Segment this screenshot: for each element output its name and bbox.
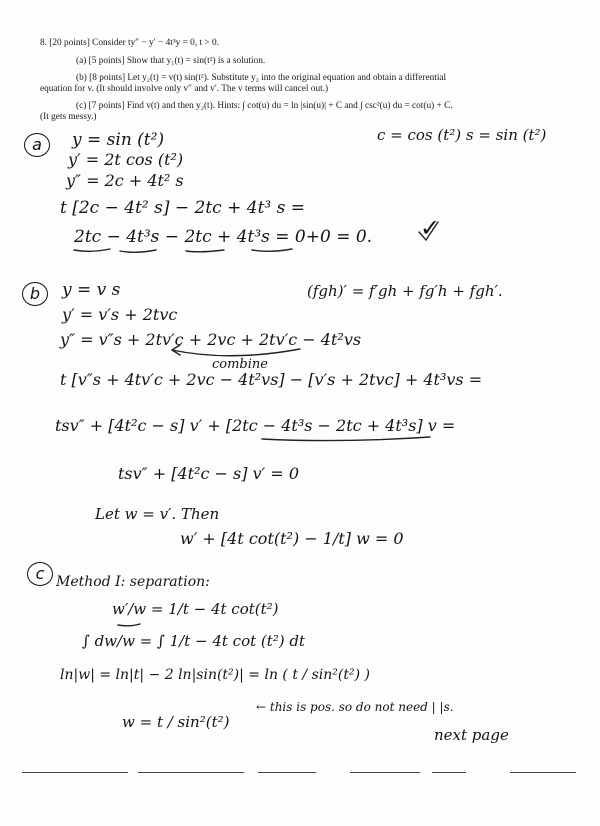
part-b-line-2: y′ = v′s + 2tvc: [62, 305, 178, 324]
part-a-line-5: 2tc − 4t³s − 2tc + 4t³s = 0+0 = 0.: [74, 227, 373, 247]
problem-part-c-line2: (It gets messy.): [40, 112, 97, 122]
part-b-line-1: y = v s: [62, 280, 121, 300]
problem-part-c-line1: (c) [7 points] Find v(t) and then y₂(t). Hints: ∫ cot(u) du = ln |sin(u)| + C and ∫ csc²(u) du = cot(u) + C.: [76, 101, 453, 111]
combine-annotation: combine: [212, 357, 268, 372]
check-mark: ✓: [420, 214, 441, 242]
part-a-label: a: [24, 133, 50, 157]
underline-4t3s-2: [252, 249, 292, 251]
footer-line-1: [22, 772, 128, 773]
part-a-side-note: c = cos (t²) s = sin (t²): [377, 126, 547, 144]
part-b-line-5: tsv″ + [4t²c − s] v′ + [2tc − 4t³s − 2tc + 4t³s] v =: [55, 416, 456, 435]
footer-line-6: [510, 772, 576, 773]
part-c-label: c: [27, 562, 53, 586]
footer-line-3: [258, 772, 316, 773]
problem-part-b-line1: (b) [8 points] Let y₂(t) = v(t) sin(t²). Substitute y₂ into the original equation and obtain a differential: [76, 73, 447, 83]
part-b-label: b: [22, 282, 48, 306]
part-b-line-3: y″ = v″s + 2tv′c + 2vc + 2tv′c − 4t²vs: [60, 330, 362, 349]
part-c-note: ← this is pos. so do not need | |s.: [256, 700, 454, 714]
abs-underline: [118, 624, 140, 626]
footer-line-2: [138, 772, 244, 773]
underline-2tc-2: [186, 250, 224, 252]
part-b-line-7: Let w = v′. Then: [95, 505, 220, 523]
part-c-line-3: ∫ dw/w = ∫ 1/t − 4t cot (t²) dt: [82, 632, 306, 650]
underline-4t3s-1: [120, 250, 156, 252]
problem-header: 8. [20 points] Consider ty″ − y′ − 4t³y = 0, t > 0.: [40, 38, 219, 48]
part-c-line-5: w = t / sin²(t²): [122, 713, 230, 731]
footer-line-4: [350, 772, 420, 773]
combine-arrow: [172, 349, 300, 356]
underline-2tc-1: [74, 249, 110, 251]
part-b-line-4: t [v″s + 4tv′c + 2vc − 4t²vs] − [v′s + 2tvc] + 4t³vs =: [60, 370, 483, 389]
problem-part-b-line2: equation for v. (It should involve only v″ and v′. The v terms will cancel out.): [40, 84, 329, 94]
part-b-line-6: tsv″ + [4t²c − s] v′ = 0: [118, 464, 300, 483]
part-c-line-2: w′/w = 1/t − 4t cot(t²): [112, 600, 279, 618]
part-a-line-2: y′ = 2t cos (t²): [68, 150, 184, 169]
combine-arrow-head: [172, 345, 180, 355]
part-a-line-3: y″ = 2c + 4t² s: [66, 171, 184, 190]
part-c-line-4: ln|w| = ln|t| − 2 ln|sin(t²)| = ln ( t / sin²(t²) ): [60, 667, 370, 683]
part-c-line-1: Method I: separation:: [56, 574, 210, 590]
problem-part-a: (a) [5 points] Show that y₁(t) = sin(t²) is a solution.: [76, 56, 266, 66]
part-a-line-4: t [2c − 4t² s] − 2tc + 4t³ s =: [60, 198, 305, 218]
underline-bracket: [262, 437, 430, 441]
check-stroke: [419, 222, 438, 240]
next-page-note: next page: [434, 726, 509, 744]
part-b-line-8: w′ + [4t cot(t²) − 1/t] w = 0: [180, 529, 404, 548]
product-rule-note: (fgh)′ = f′gh + fg′h + fgh′.: [307, 282, 503, 300]
footer-line-5: [432, 772, 466, 773]
part-a-line-1: y = sin (t²): [72, 130, 165, 150]
